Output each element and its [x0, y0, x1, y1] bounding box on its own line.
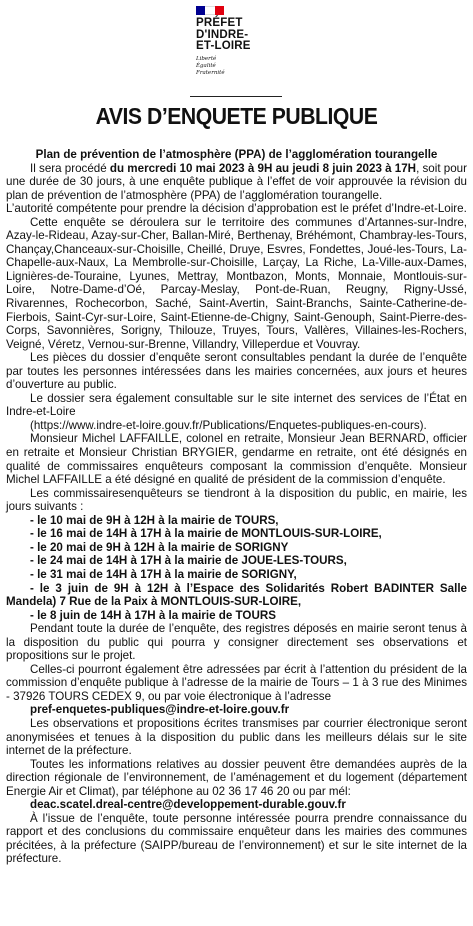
- schedule-item: - le 20 mai de 9H à 12H à la mairie de SORIGNY: [30, 540, 289, 554]
- schedule-item: - le 16 mai de 14H à 17H à la mairie de MONTLOUIS-SUR-LOIRE,: [30, 527, 382, 541]
- schedule-item: - le 10 mai de 9H à 12H à la mairie de TOURS,: [30, 513, 279, 527]
- paragraph-communes: Cette enquête se déroulera sur le territoire des communes d’Artannes-sur-Indre, Azay-le-Rideau, Azay-sur-Cher, Ballan-Miré, Berthenay, Bréhémont, Chambray-les-Tours, Chançay,Chanceaux-sur-Choisille, Cheillé, Druye, Esvres, Fondettes, Joué-les-Tours, La-Chapelle-aux-Naux, La Membrolle-sur-Choisille, Larçay, La Riche, La-Ville-aux-Dames, Lignières-de-Touraine, Lyunes, Mettray, Montbazon, Monts, Monnaie, Montlouis-sur-Loire, Notre-Dame-d’Oé, Parcay-Meslay, Pont-de-Ruan, Reugny, Rigny-Ussé, Rivarennes, Rochecorbon, Saché, Saint-Avertin, Saint-Branchs, Sainte-Catherine-de-Fierbois, Saint-Cyr-sur-Loire, Saint-Etienne-de-Chigny, Saint-Genouph, Saint-Pierre-des-Corps, Savonnières, Sorigny, Thilouze, Truyes, Tours, Vallères, Villaines-les-Rochers, Veigné, Véretz, Vernou-sur-Brenne, Villandry, Villeperdue et Vouvray.: [6, 215, 467, 351]
- paragraph-report: À l’issue de l’enquête, toute personne intéressée pourra prendre connaissance du rapport et des conclusions du commissaire enquêteur dans les mairies des communes précitées, à la préfecture (SAIPP/bureau de l’environnement) et sur le site internet de la préfecture.: [6, 811, 467, 866]
- logo-name-line: D'INDRE-: [196, 28, 249, 41]
- paragraph-website: Le dossier sera également consultable sur le site internet des services de l’État en Indre-et-Loire: [6, 391, 467, 419]
- notice-body: [6, 148, 467, 866]
- text: Il sera procédé: [30, 161, 110, 175]
- paragraph-commissioners: Monsieur Michel LAFFAILLE, colonel en retraite, Monsieur Jean BERNARD, officier en retraite et Monsieur Christian BRYGIER, gendarme en retraite, ont été désignés en qualité de commissaires enquêteurs composant la commission d’enquête. Monsieur Michel LAFFAILLE a été désigné en qualité de président de la commission d’enquête.: [6, 432, 467, 487]
- motto: [196, 56, 296, 77]
- motto-line: Fraternité: [196, 69, 225, 76]
- schedule-item: - le 24 mai de 14H à 17H à la mairie de JOUE-LES-TOURS,: [30, 554, 347, 568]
- text: , soit pour une durée de 30 jours, à une enquête publique à l’effet de voir approuvée la révision du plan de prévention de l’atmosphère (PPA) de l’agglomération tourangelle.: [6, 161, 467, 202]
- logo-name-line: ET-LOIRE: [196, 40, 251, 52]
- email-prefecture[interactable]: pref-enquetes-publiques@indre-et-loire.gouv.fr: [30, 703, 290, 717]
- header-divider: [190, 96, 282, 97]
- motto-line: Liberté: [196, 55, 217, 62]
- paragraph-information: Toutes les informations relatives au dossier peuvent être demandées auprès de la direction régionale de l’environnement, de l’aménagement et du logement (département Energie Air et Climat), par téléphone au 02 36 17 46 20 ou par mél:: [6, 757, 467, 798]
- paragraph-anonymisation: Les observations et propositions écrites transmises par courrier électronique seront anonymisées et tenues à la disposition du public dans les meilleurs délais sur le site internet de la préfecture.: [6, 716, 467, 758]
- marianne-flag-icon: [196, 6, 224, 15]
- schedule-item: - le 31 mai de 14H à 17H à la mairie de SORIGNY,: [30, 567, 297, 581]
- prefecture-logo: [196, 6, 296, 77]
- schedule-item: - le 3 juin de 9H à 12H à l’Espace des Solidarités Robert BADINTER Salle Mandela) 7 Rue de la Paix à MONTLOUIS-SUR-LOIRE,: [6, 581, 467, 609]
- paragraph-authority: L’autorité compétente pour prendre la décision d’approbation est le préfet d’Indre-et-Loire.: [6, 202, 467, 216]
- motto-line: Égalité: [196, 62, 216, 69]
- logo-name-line: PRÉFET: [196, 17, 243, 29]
- website-link[interactable]: (https://www.indre-et-loire.gouv.fr/Publications/Enquetes-publiques-en-cours).: [30, 418, 427, 432]
- enquiry-dates: du mercredi 10 mai 2023 à 9H au jeudi 8 juin 2023 à 17H: [109, 161, 417, 175]
- paragraph-dates: [6, 162, 467, 203]
- page-title: AVIS D’ENQUETE PUBLIQUE: [95, 103, 378, 129]
- schedule-item: - le 8 juin de 14H à 17H à la mairie de TOURS: [30, 608, 276, 622]
- paragraph-permanences: Les commissairesenquêteurs se tiendront à la disposition du public, en mairie, les jours suivants :: [6, 486, 467, 514]
- paragraph-documents: Les pièces du dossier d’enquête seront consultables pendant la durée de l’enquête par toutes les personnes intéressées dans les mairies concernées, aux jours et heures d’ouverture au public.: [6, 351, 467, 392]
- paragraph-registers: Pendant toute la durée de l’enquête, des registres déposés en mairie seront tenus à la disposition du public qui pourra y consigner directement ses observations et propositions sur le projet.: [6, 622, 467, 663]
- notice-subtitle: Plan de prévention de l’atmosphère (PPA) de l’agglomération tourangelle: [35, 148, 438, 161]
- email-dreal[interactable]: deac.scatel.dreal-centre@developpement-durable.gouv.fr: [30, 798, 346, 812]
- paragraph-written-submissions: Celles-ci pourront également être adressées par écrit à l’attention du président de la commission d’enquête publique à l’adresse de la mairie de Tours – 1 à 3 rue des Minimes - 37926 TOURS CEDEX 9, ou par voie électronique à l’adresse: [6, 662, 467, 703]
